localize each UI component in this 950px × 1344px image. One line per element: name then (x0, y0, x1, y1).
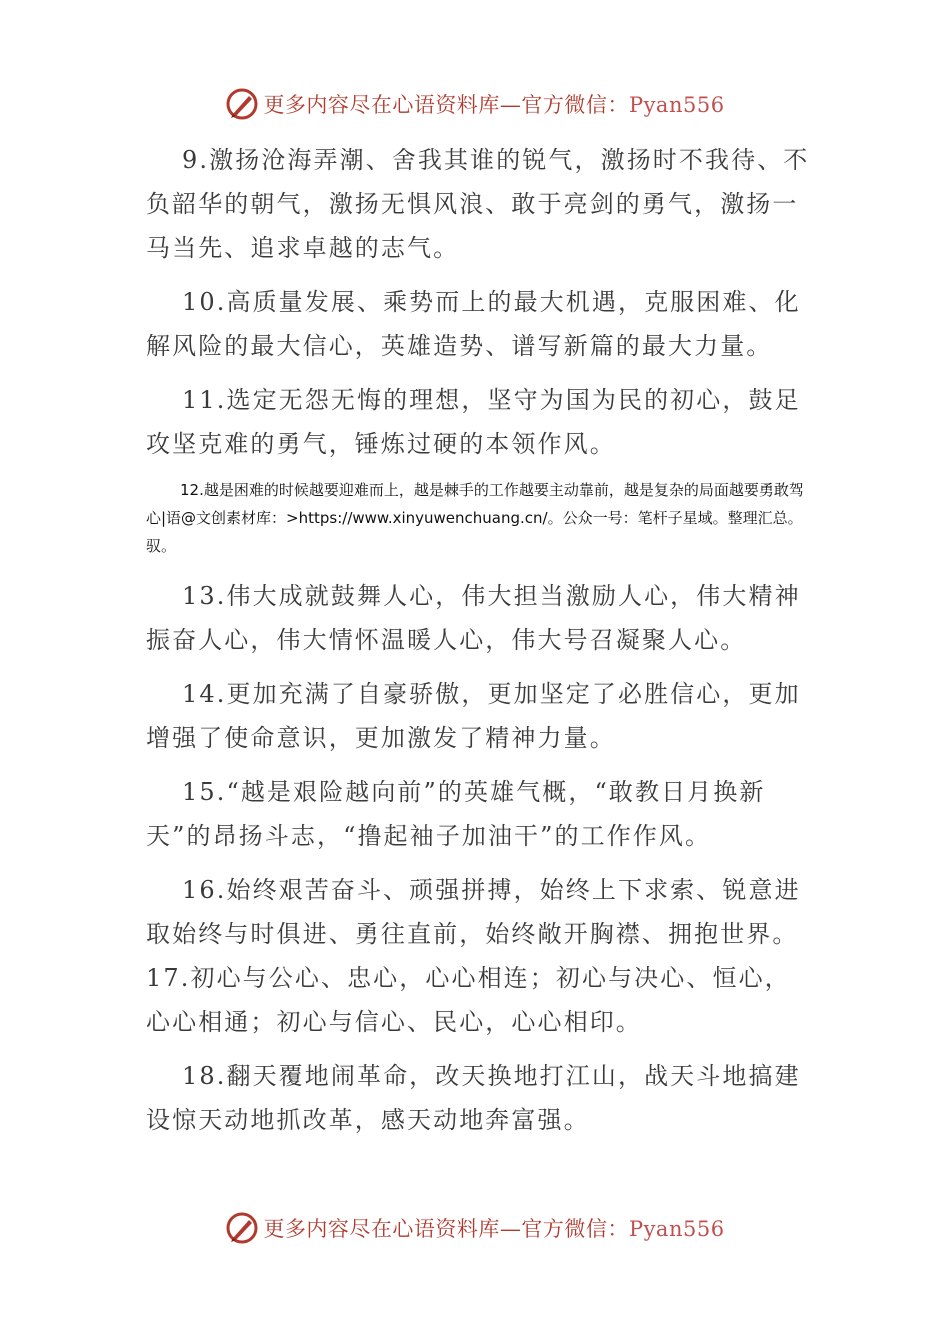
pen-logo-icon (225, 1211, 259, 1245)
header-wechat-id: Pyan556 (628, 93, 725, 117)
paragraph-13: 13.伟大成就鼓舞人心，伟大担当激励人心，伟大精神振奋人心，伟大情怀温暖人心，伟大号召凝聚人心。 (146, 582, 801, 654)
header-banner (0, 82, 950, 126)
footer-banner-title: 更多内容尽在心语资料库—官方微信： (263, 1217, 629, 1241)
paragraph-10: 10.高质量发展、乘势而上的最大机遇，克服困难、化解风险的最大信心，英雄造势、谱写新篇的最大力量。 (146, 288, 801, 360)
paragraph-18: 18.翻天覆地闹革命，改天换地打江山，战天斗地搞建设惊天动地抓改革，感天动地奔富强。 (146, 1062, 801, 1134)
paragraph-16-17: 16.始终艰苦奋斗、顽强拼搏，始终上下求索、锐意进取始终与时俱进、勇往直前，始终敞开胸襟、拥抱世界。17.初心与公心、忠心，心心相连；初心与决心、恒心，心心相通；初心与信心、民心，心心相印。 (146, 876, 801, 1036)
header-banner-title: 更多内容尽在心语资料库—官方微信： (263, 93, 629, 117)
footer-banner (0, 1206, 950, 1250)
paragraph-12: 12.越是困难的时候越要迎难而上，越是棘手的工作越要主动靠前，越是复杂的局面越要勇敢驾心|语@文创素材库：>https://www.xinyuwenchuang.cn/。公众一号：笔杆子星域。整理汇总。驭。 (146, 481, 804, 555)
paragraph-14: 14.更加充满了自豪骄傲，更加坚定了必胜信心，更加增强了使命意识，更加激发了精神力量。 (146, 680, 801, 752)
header-banner-text (263, 89, 724, 119)
footer-banner-text (263, 1213, 724, 1243)
pen-logo-icon (225, 87, 259, 121)
paragraph-9: 9.激扬沧海弄潮、舍我其谁的锐气，激扬时不我待、不负韶华的朝气，激扬无惧风浪、敢于亮剑的勇气，激扬一马当先、追求卓越的志气。 (146, 146, 810, 262)
footer-wechat-id: Pyan556 (628, 1217, 725, 1241)
document-body (146, 138, 812, 1152)
paragraph-11: 11.选定无怨无悔的理想，坚守为国为民的初心，鼓足攻坚克难的勇气，锤炼过硬的本领作风。 (146, 386, 801, 458)
paragraph-15: 15.“越是艰险越向前”的英雄气概，“敢教日月换新天”的昂扬斗志，“撸起袖子加油干”的工作作风。 (146, 778, 766, 850)
